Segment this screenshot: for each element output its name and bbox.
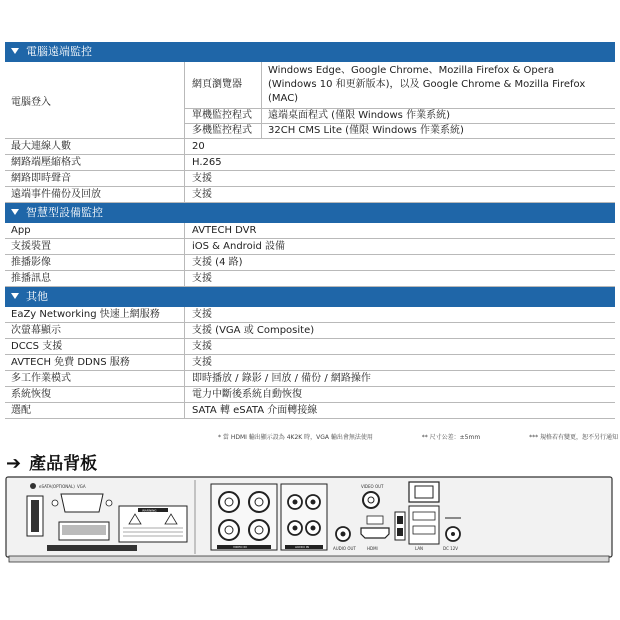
footnote: ** 尺寸公差：±5mm: [421, 434, 481, 441]
row-value: 支援: [192, 273, 212, 284]
rear-panel-heading: [6, 449, 97, 474]
row-value: 支援: [192, 309, 212, 320]
row-value: AVTECH DVR: [192, 225, 257, 236]
table-row: [5, 187, 615, 203]
rear-panel-illustration: [5, 476, 613, 566]
row-key: 電腦登入: [5, 62, 185, 138]
table-row: [5, 155, 615, 171]
dc-label: DC 12V: [443, 546, 458, 551]
row-value: 即時播放 / 錄影 / 回放 / 備份 / 網路操作: [192, 373, 371, 384]
row-value: 支援: [192, 357, 212, 368]
row-key: 推播影像: [5, 255, 185, 270]
table-row: [5, 371, 615, 387]
sub-row: [185, 124, 615, 138]
table-row: [5, 355, 615, 371]
triangle-down-icon: [11, 48, 19, 54]
row-key: 網路端壓縮格式: [5, 155, 185, 170]
sub-key: 多機監控程式: [185, 124, 262, 138]
row-key: EaZy Networking 快速上網服務: [5, 307, 185, 322]
video-in-ports: [211, 484, 277, 550]
arrow-right-icon: ➔: [6, 453, 22, 474]
row-value: iOS & Android 設備: [192, 241, 285, 252]
row-key: 推播訊息: [5, 271, 185, 286]
sub-key: 單機監控程式: [185, 109, 262, 123]
row-value: 支援 (4 路): [192, 257, 243, 268]
triangle-down-icon: [11, 293, 19, 299]
row-key: 選配: [5, 403, 185, 418]
table-row: [5, 403, 615, 419]
row-key: 支援裝置: [5, 239, 185, 254]
warning-text: WARNING: [142, 508, 157, 513]
table-row: [5, 139, 615, 155]
row-value: SATA 轉 eSATA 介面轉接線: [192, 405, 318, 416]
value-line: (Windows 10 和更新版本)，以及 Google Chrome & Mozilla Firefox: [268, 79, 586, 90]
row-key: DCCS 支援: [5, 339, 185, 354]
table-row: [5, 323, 615, 339]
table-row: [5, 171, 615, 187]
value-line: Windows Edge、Google Chrome、Mozilla Firefox & Opera: [268, 65, 555, 76]
row-key: 最大連線人數: [5, 139, 185, 154]
table-row: [5, 223, 615, 239]
row-value: 支援 (VGA 或 Composite): [192, 325, 315, 336]
usb-ports: [395, 512, 405, 540]
section-title: 電腦遠端監控: [26, 45, 92, 58]
section-header-other: [5, 287, 615, 307]
spec-table: [5, 42, 615, 419]
row-key: 系統恢復: [5, 387, 185, 402]
row-key: AVTECH 免費 DDNS 服務: [5, 355, 185, 370]
row-key: 遠端事件備份及回放: [5, 187, 185, 202]
hdmi-label: HDMI: [367, 546, 378, 551]
row-value: 20: [192, 141, 205, 152]
value-line: (MAC): [268, 93, 299, 104]
sub-value: 32CH CMS Lite (僅限 Windows 作業系統): [268, 125, 464, 136]
warning-label: [119, 506, 187, 542]
footnote: *** 規格若有變更，恕不另行通知: [529, 434, 618, 441]
login-row: [5, 62, 615, 139]
row-value: 支援: [192, 173, 212, 184]
table-row: [5, 239, 615, 255]
triangle-down-icon: [11, 209, 19, 215]
audio-in-label: AUDIO IN: [295, 545, 309, 549]
sub-row: [185, 62, 615, 109]
footnote: * 當 HDMI 輸出顯示設為 4K2K 時，VGA 輸出會無法使用: [218, 434, 373, 441]
rear-panel-title: 產品背板: [29, 454, 98, 474]
row-key: 多工作業模式: [5, 371, 185, 386]
row-value: 支援: [192, 189, 212, 200]
section-header-remote: [5, 42, 615, 62]
table-row: [5, 271, 615, 287]
video-in-label: VIDEO IN: [233, 545, 247, 549]
footnotes: [218, 432, 618, 441]
audio-in-ports: [281, 484, 327, 550]
table-row: [5, 387, 615, 403]
vga-label: VGA: [77, 484, 86, 489]
sub-row: [185, 109, 615, 124]
sub-key: 網頁瀏覽器: [185, 62, 262, 108]
row-key: 網路即時聲音: [5, 171, 185, 186]
table-row: [5, 255, 615, 271]
section-header-smart: [5, 203, 615, 223]
row-value: 電力中斷後系統自動恢復: [192, 389, 302, 400]
audio-out-label: AUDIO OUT: [333, 546, 356, 551]
video-out-label: VIDEO OUT: [361, 484, 384, 489]
row-value: 支援: [192, 341, 212, 352]
lan-port: [409, 482, 439, 551]
esata-label: eSATA(OPTIONAL): [39, 484, 75, 489]
section-title: 其他: [26, 290, 48, 303]
lan-label: LAN: [415, 546, 424, 551]
sub-value: 遠端桌面程式 (僅限 Windows 作業系統): [268, 110, 450, 121]
sub-value: [262, 62, 615, 108]
row-value: H.265: [192, 157, 222, 168]
row-key: 次螢幕顯示: [5, 323, 185, 338]
table-row: [5, 339, 615, 355]
table-row: [5, 307, 615, 323]
row-key: App: [5, 223, 185, 238]
section-title: 智慧型設備監控: [26, 206, 103, 219]
